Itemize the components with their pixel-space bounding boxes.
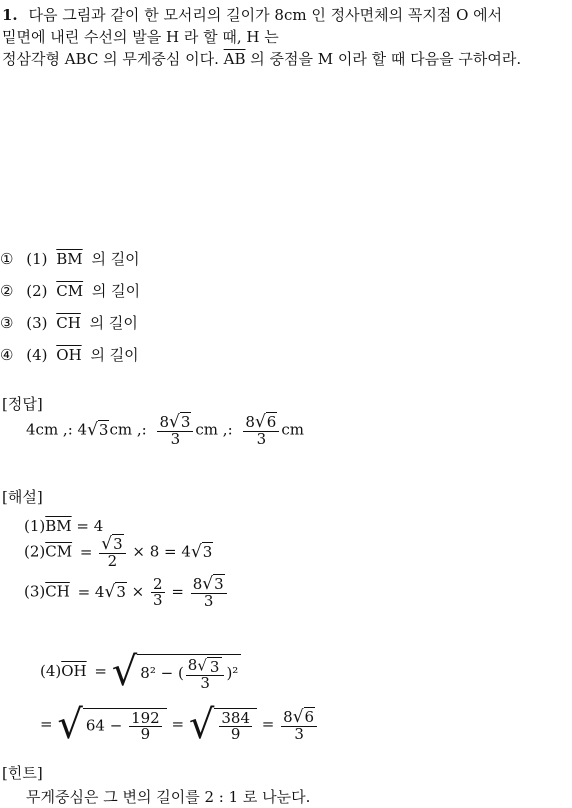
choice-number: (2) xyxy=(26,282,48,300)
solution-step-1: $(1)\overline{BM} = 4$ xyxy=(24,517,104,535)
choice-text: 의 길이 xyxy=(91,282,141,300)
problem-text-3b: 의 중점을 M 이라 할 때 다음을 구하여라. xyxy=(250,50,522,68)
choice-4[interactable] xyxy=(0,348,139,363)
choice-mark: ① xyxy=(0,250,14,268)
answer-v2-unit: cm ,: xyxy=(195,420,233,439)
answer-v1-unit: cm ,: xyxy=(109,420,147,439)
choice-segment: $\overline{BM}$ xyxy=(56,250,83,268)
answer-v1: 4cm ,: 4 xyxy=(26,420,88,439)
solution-step-2: $(2)\overline{CM}$ = $\frac{√3}{2}$ × 8 = 4√3 xyxy=(24,534,213,570)
hint-label: [힌트] xyxy=(2,764,43,782)
choice-text: 의 길이 xyxy=(90,346,139,364)
choice-segment: $\overline{CM}$ xyxy=(56,282,84,300)
choice-text: 의 길이 xyxy=(91,250,140,268)
problem-text-3a: 정삼각형 ABC 의 무게중심 이다. xyxy=(2,50,219,68)
problem-line-1 xyxy=(2,8,502,23)
problem-line-2: 밑면에 내린 수선의 발을 H 라 할 때, H 는 xyxy=(2,28,279,46)
choice-segment: $\overline{OH}$ xyxy=(56,346,82,364)
hint-text: 무게중심은 그 변의 길이를 2 : 1 로 나눈다. xyxy=(26,788,311,806)
answer-line xyxy=(26,414,304,447)
choice-1[interactable] xyxy=(0,252,140,267)
choice-3[interactable] xyxy=(0,316,138,331)
choice-2[interactable] xyxy=(0,284,140,299)
problem-number: 1. xyxy=(2,6,18,24)
solution-step-5: = √ 64 − $\frac{192}{9}$ = √ $\frac{384}{9}$ = $\frac{8√6}{3}$ xyxy=(40,705,319,745)
problem-line-3 xyxy=(2,52,521,67)
segment-bm: $\overline{BM}$ xyxy=(45,517,72,535)
segment-ch: $\overline{CH}$ xyxy=(45,582,70,601)
choice-mark: ② xyxy=(0,282,14,300)
solution-step-4: $(4)\overline{OH}$ = √ 8² − ( $\frac{8√ 3}{3}$ )² xyxy=(40,652,241,692)
segment-ab: $\overline{AB}$ xyxy=(223,50,246,68)
choice-number: (3) xyxy=(26,314,48,332)
sqrt-sign: √3 xyxy=(87,419,109,440)
solution-step-3: $(3)\overline{CH} = 4√3$ × $\frac{2}{3}$ = $\frac{8√3}{3}$ xyxy=(24,576,229,609)
choice-mark: ④ xyxy=(0,346,14,364)
choice-segment: $\overline{CH}$ xyxy=(56,314,81,332)
segment-cm: $\overline{CM}$ xyxy=(45,542,73,561)
problem-text-1: 다음 그림과 같이 한 모서리의 길이가 8cm 인 정사면체의 꼭지점 O 에서 xyxy=(28,6,503,24)
solution-label: [해설] xyxy=(2,488,43,506)
answer-v3-unit: cm xyxy=(281,420,304,439)
choice-number: (4) xyxy=(26,346,48,364)
answer-label: [정답] xyxy=(2,395,43,413)
choice-text: 의 길이 xyxy=(89,314,138,332)
answer-frac-1: $\frac{8√3}{3}$ xyxy=(157,414,193,447)
answer-frac-2: $\frac{8√6}{3}$ xyxy=(243,414,279,447)
choice-number: (1) xyxy=(26,250,48,268)
choice-mark: ③ xyxy=(0,314,14,332)
segment-oh: $\overline{OH}$ xyxy=(61,662,87,680)
